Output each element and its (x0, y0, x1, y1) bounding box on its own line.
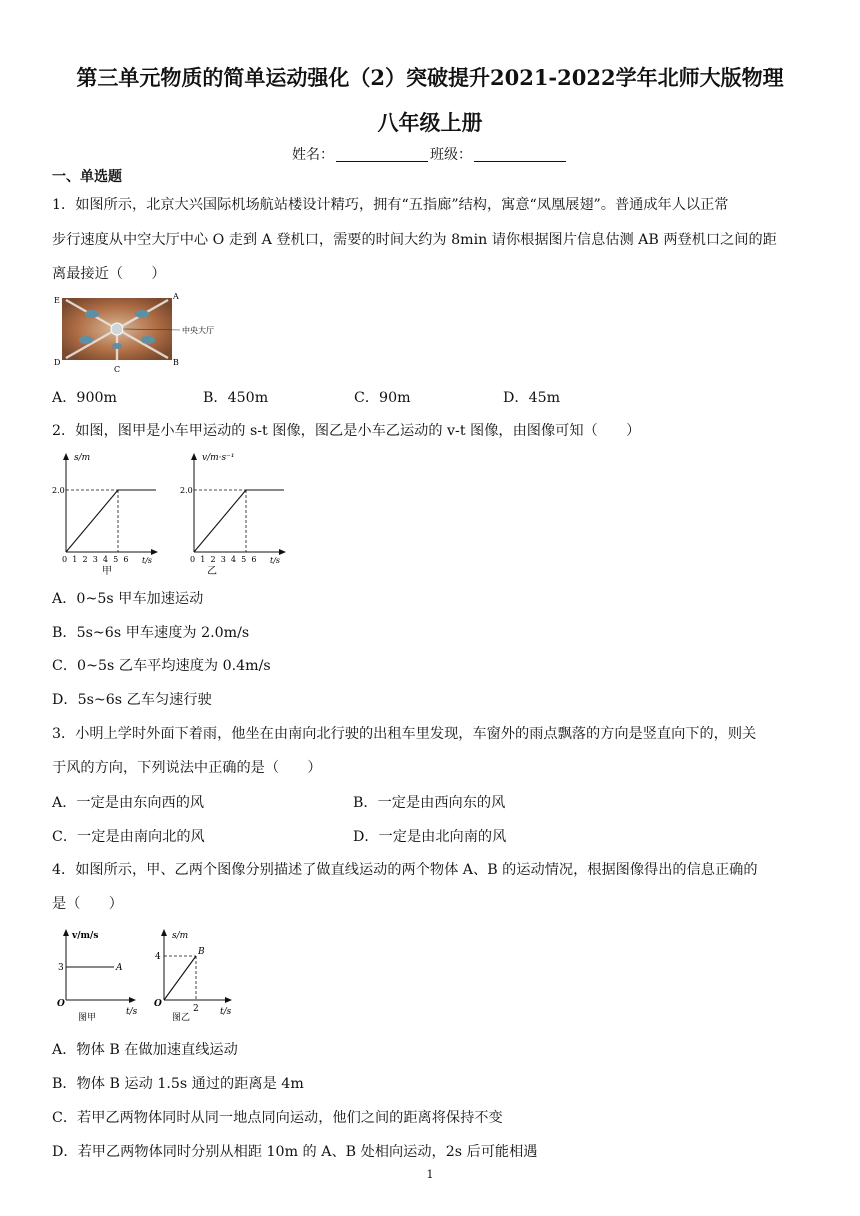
title-line-2: 八年级上册 (377, 110, 483, 135)
q3-option-b: B．一定是由西向东的风 (353, 795, 506, 811)
q4-fig-yi (146, 924, 236, 1024)
q1-fig-label-a: A (173, 292, 179, 301)
q3-option-c: C．一定是由南向北的风 (52, 829, 205, 845)
q4-option-c: C．若甲乙两物体同时从同一地点同向运动，他们之间的距离将保持不变 (52, 1110, 503, 1126)
q4-jia-caption: 图甲 (78, 1013, 97, 1023)
q3-line-2: 于风的方向，下列说法中正确的是（ ） (52, 760, 322, 776)
q4-yi-caption: 图乙 (172, 1013, 191, 1023)
q2-yi-caption: 乙 (207, 566, 217, 577)
q4-option-b: B．物体 B 运动 1.5s 通过的距离是 4m (52, 1076, 304, 1092)
q4-jia-xlabel: t/s (126, 1007, 138, 1017)
q2-jia-xticks: 0 1 2 3 4 5 6 (62, 555, 130, 564)
q4-jia-ylabel: v/m/s (72, 931, 99, 941)
q4-fig-jia (52, 924, 142, 1024)
name-label: 姓名： (292, 147, 334, 163)
q4-option-d: D．若甲乙两物体同时分别从相距 10m 的 A、B 处相向运动，2s 后可能相遇 (52, 1144, 538, 1160)
class-label: 班级： (430, 147, 472, 163)
q1-airport-figure (52, 290, 232, 374)
q1-fig-label-c: C (114, 365, 121, 374)
q1-line-1: 1．如图所示，北京大兴国际机场航站楼设计精巧，拥有“五指廊”结构，寓意“凤凰展翅”。普通成年人以正常 (52, 197, 729, 213)
q3-option-a: A．一定是由东向西的风 (52, 795, 205, 811)
q2-option-a: A．0~5s 甲车加速运动 (52, 591, 204, 607)
q2-fig-jia (52, 450, 162, 578)
q4-yi-ylabel: s/m (172, 931, 189, 941)
q1-option-d: D．45m (503, 390, 561, 406)
page-number: 1 (426, 1168, 434, 1181)
q1-fig-label-b: B (173, 358, 179, 367)
q2-jia-caption: 甲 (102, 566, 112, 577)
q2-yi-xlabel: t/s (270, 556, 281, 565)
q4-yi-xlabel: t/s (220, 1007, 232, 1017)
q2-option-b: B．5s~6s 甲车速度为 2.0m/s (52, 625, 250, 641)
q4-yi-series: B (198, 947, 205, 957)
q1-fig-label-d: D (54, 358, 61, 367)
q3-line-1: 3．小明上学时外面下着雨，他坐在由南向北行驶的出租车里发现，车窗外的雨点飘落的方向是竖直向下的，则关 (52, 726, 757, 742)
class-blank (474, 147, 566, 162)
q1-fig-label-hall: 中央大厅 (182, 326, 214, 335)
q4-line-1: 4．如图所示，甲、乙两个图像分别描述了做直线运动的两个物体 A、B 的运动情况，根据图像得出的信息正确的 (52, 862, 758, 878)
q4-jia-series: A (116, 963, 123, 973)
q1-option-c: C．90m (354, 390, 411, 406)
q2-jia-yval: 2.0 (52, 486, 65, 495)
q2-yi-yval: 2.0 (180, 486, 193, 495)
q4-yi-xval: 2 (193, 1004, 199, 1014)
name-class-line (0, 144, 860, 164)
q1-option-b: B．450m (203, 390, 269, 406)
q4-line-2: 是（ ） (52, 896, 123, 912)
q2-jia-ylabel: s/m (74, 453, 91, 463)
q1-line-3: 离最接近（ ） (52, 266, 166, 282)
title-line-1: 第三单元物质的简单运动强化（2）突破提升2021-2022学年北师大版物理 (76, 65, 784, 90)
q2-fig-yi (180, 450, 290, 578)
q1-line-2: 步行速度从中空大厅中心 O 走到 A 登机口，需要的时间大约为 8min 请你根据图片信息估测 AB 两登机口之间的距 (52, 232, 777, 248)
q4-jia-yval: 3 (58, 963, 64, 973)
name-blank (336, 147, 428, 162)
q1-fig-label-e: E (54, 296, 60, 305)
section-heading: 一、单选题 (52, 169, 122, 185)
q2-yi-ylabel: v/m·s⁻¹ (202, 453, 235, 463)
q2-jia-xlabel: t/s (142, 556, 153, 565)
q1-option-a: A．900m (52, 390, 117, 406)
q2-option-c: C．0~5s 乙车平均速度为 0.4m/s (52, 658, 271, 674)
q2-yi-xticks: 0 1 2 3 4 5 6 (190, 555, 258, 564)
q4-yi-origin: O (154, 999, 162, 1009)
q4-option-a: A．物体 B 在做加速直线运动 (52, 1042, 238, 1058)
q2-option-d: D．5s~6s 乙车匀速行驶 (52, 692, 212, 708)
q3-option-d: D．一定是由北向南的风 (353, 829, 507, 845)
q4-jia-origin: O (57, 999, 65, 1009)
q4-yi-yval: 4 (155, 952, 161, 962)
q2-line-1: 2．如图，图甲是小车甲运动的 s-t 图像，图乙是小车乙运动的 v-t 图像，由图像可知（ ） (52, 423, 641, 439)
